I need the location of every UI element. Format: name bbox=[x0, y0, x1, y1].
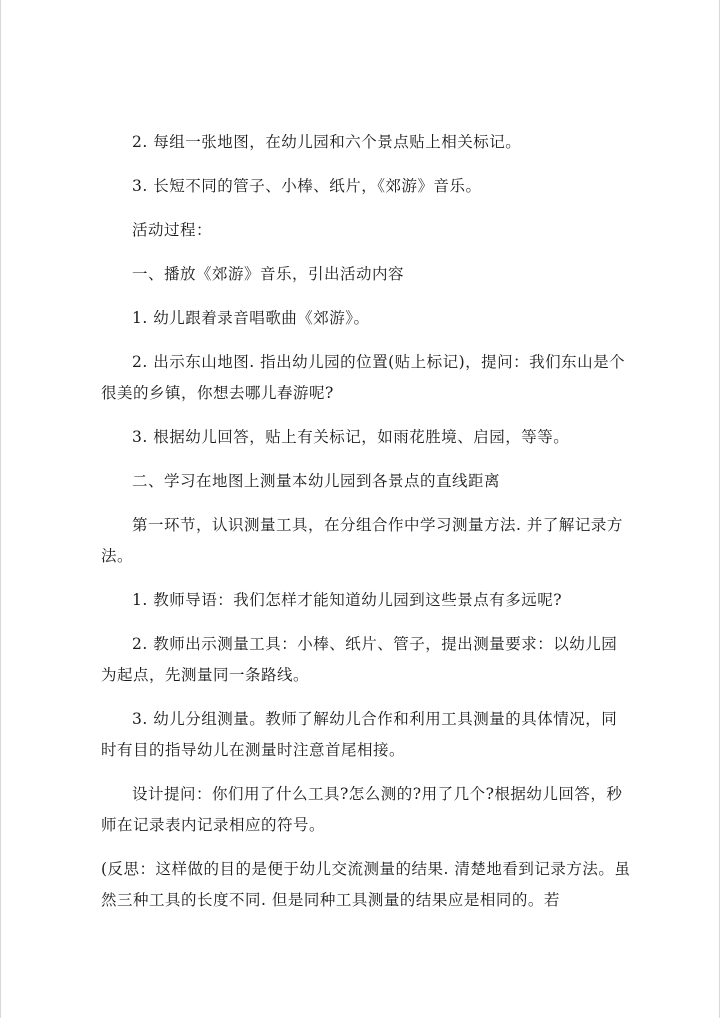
design-question: 设计提问：你们用了什么工具?怎么测的?用了几个?根据幼儿回答，秒师在记录表内记录相应的符号。 bbox=[101, 785, 623, 834]
materials-item-3: 3. 长短不同的管子、小棒、纸片，《郊游》音乐。 bbox=[132, 177, 482, 195]
step-heading-2: 二、学习在地图上测量本幼儿园到各景点的直线距离 bbox=[132, 472, 501, 490]
document-body bbox=[101, 127, 633, 929]
step-1-item-3: 3. 根据幼儿回答，贴上有关标记，如雨花胜境、启园，等等。 bbox=[132, 428, 570, 446]
stage-1-intro: 第一环节，认识测量工具，在分组合作中学习测量方法. 并了解记录方法。 bbox=[101, 516, 623, 565]
step-1-item-1: 1. 幼儿跟着录音唱歌曲《郊游》。 bbox=[132, 309, 370, 327]
stage-1-item-2: 2. 教师出示测量工具：小棒、纸片、管子，提出测量要求：以幼儿园为起点，先测量同一条路线。 bbox=[101, 635, 618, 684]
stage-1-item-3: 3. 幼儿分组测量。教师了解幼儿合作和利用工具测量的具体情况，同时有目的指导幼儿在测量时注意首尾相接。 bbox=[101, 710, 618, 759]
stage-1-item-1: 1. 教师导语：我们怎样才能知道幼儿园到这些景点有多远呢? bbox=[132, 591, 563, 609]
step-1-item-2: 2. 出示东山地图. 指出幼儿园的位置(贴上标记)，提问：我们东山是个很美的乡镇，你想去哪儿春游呢? bbox=[101, 353, 626, 402]
materials-item-2: 2. 每组一张地图，在幼儿园和六个景点贴上相关标记。 bbox=[132, 133, 522, 151]
step-heading-1: 一、播放《郊游》音乐，引出活动内容 bbox=[132, 265, 405, 283]
reflection-paragraph: (反思：这样做的目的是便于幼儿交流测量的结果. 清楚地看到记录方法。虽然三种工具的长度不同. 但是同种工具测量的结果应是相同的。若 bbox=[101, 860, 631, 909]
section-heading-process: 活动过程： bbox=[132, 221, 213, 239]
